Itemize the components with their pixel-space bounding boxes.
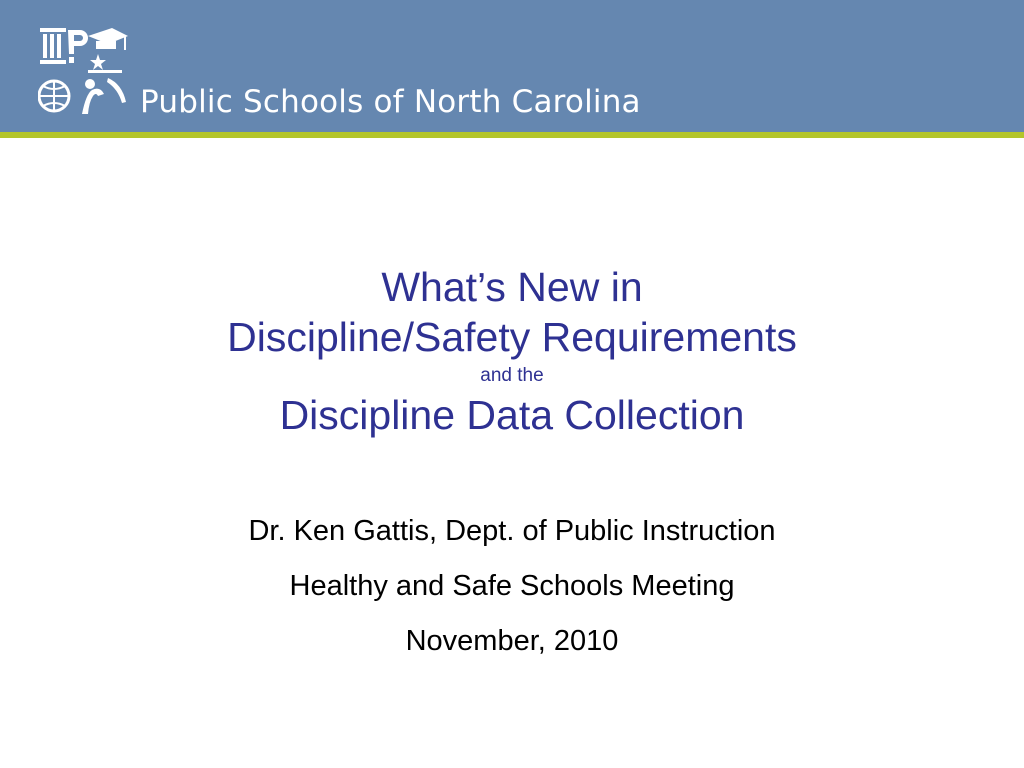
org-name: Public Schools of North Carolina (140, 84, 641, 120)
meeting-line: Healthy and Safe Schools Meeting (289, 570, 735, 602)
header-banner (0, 0, 1024, 132)
date-line: November, 2010 (405, 625, 619, 657)
presenter-line: Dr. Ken Gattis, Dept. of Public Instruction (248, 515, 776, 547)
nc-public-schools-logo-icon (38, 26, 130, 116)
slide-title (0, 262, 1024, 440)
title-connector: and the (480, 365, 544, 386)
title-line-1: What’s New in (381, 264, 643, 310)
title-line-3: Discipline Data Collection (279, 392, 745, 438)
slide-subtitle (0, 514, 1024, 679)
header-accent-rule (0, 132, 1024, 138)
title-line-2: Discipline/Safety Requirements (227, 314, 797, 360)
